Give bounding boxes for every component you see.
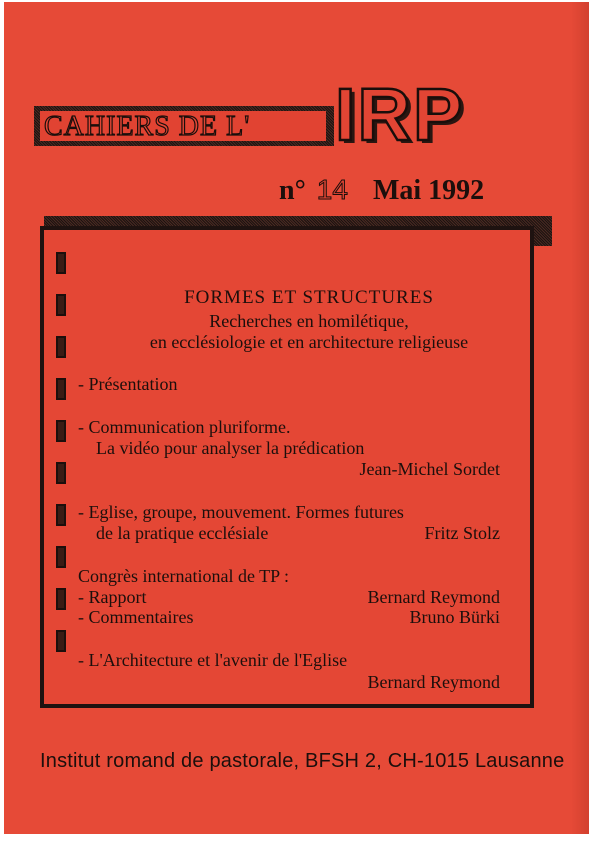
publisher-address: Institut romand de pastorale, BFSH 2, CH-1015 Lausanne xyxy=(40,750,565,772)
contents-item-architecture: - L'Architecture et l'avenir de l'Eglise xyxy=(78,650,348,670)
author-sordet: Jean-Michel Sordet xyxy=(359,459,500,479)
contents-item-eglise: - Eglise, groupe, mouvement. Formes futures xyxy=(78,502,404,522)
contents-item-rapport: - Rapport xyxy=(78,587,147,607)
marker-icon xyxy=(56,630,66,652)
marker-icon xyxy=(56,420,66,442)
contents-item-communication: - Communication pluriforme. xyxy=(78,417,291,437)
marker-icon xyxy=(56,504,66,526)
author-reymond-1: Bernard Reymond xyxy=(367,587,500,607)
journal-cover xyxy=(4,2,589,834)
theme-subtitle-1: Recherches en homilétique, xyxy=(209,311,409,331)
issue-number: 14 xyxy=(316,174,348,205)
author-reymond-2: Bernard Reymond xyxy=(367,672,500,692)
contents-item-communication-sub: La vidéo pour analyser la prédication xyxy=(96,438,365,458)
margin-markers xyxy=(56,252,70,672)
series-title: CAHIERS DE L' xyxy=(44,111,251,142)
marker-icon xyxy=(56,588,66,610)
marker-icon xyxy=(56,546,66,568)
contents-item-commentaires: - Commentaires xyxy=(78,607,194,627)
author-stolz: Fritz Stolz xyxy=(424,523,500,543)
issue-line xyxy=(279,174,484,207)
marker-icon xyxy=(56,294,66,316)
contents-item-eglise-sub: de la pratique ecclésiale xyxy=(96,523,269,543)
marker-icon xyxy=(56,378,66,400)
theme-title: FORMES ET STRUCTURES xyxy=(184,287,434,308)
theme-subtitle-2: en ecclésiologie et en architecture religieuse xyxy=(149,332,469,352)
marker-icon xyxy=(56,462,66,484)
marker-icon xyxy=(56,336,66,358)
irp-logo: IRP xyxy=(335,73,465,156)
marker-icon xyxy=(56,252,66,274)
congress-heading: Congrès international de TP : xyxy=(78,566,289,586)
contents-item-presentation: - Présentation xyxy=(78,374,178,394)
issue-date: Mai 1992 xyxy=(372,175,485,206)
issue-prefix: n° xyxy=(279,175,306,206)
author-burki: Bruno Bürki xyxy=(409,607,500,627)
